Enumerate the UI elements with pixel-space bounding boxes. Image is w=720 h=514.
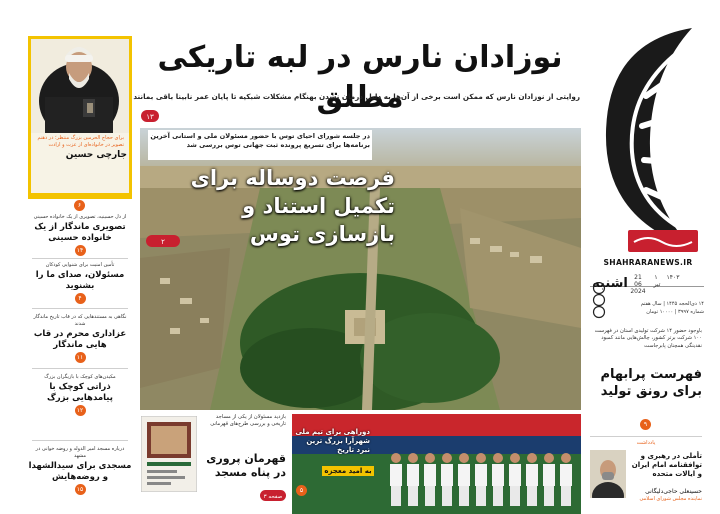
left-item-title: عزاداری محرم در قاب هایی ماندگار [33, 329, 127, 350]
photo-caption: در جلسه شورای احیای توس با حضور مسئولان ملی و استانی آخرین برنامه‌ها برای تسریع پرونده ثبت جهانی توس بررسی شد [150, 132, 370, 149]
left-item[interactable] [28, 262, 132, 304]
photo-page-badge[interactable] [146, 232, 180, 244]
player-figure [509, 464, 521, 486]
yellow-rule [28, 196, 132, 199]
player-head [561, 453, 571, 463]
left-photo-caption [33, 135, 127, 161]
issue-number-badges [592, 282, 606, 322]
website-url[interactable]: SHAHRARANEWS.IR [603, 258, 693, 267]
left-item[interactable] [28, 446, 132, 495]
logo-art [588, 22, 704, 254]
right-kicker: یادداشت [636, 440, 656, 446]
sh-month: تیر [653, 281, 661, 288]
player-figure [492, 464, 504, 486]
main-headline[interactable]: نوزادان نارس در لبه تاریکی مطلق [157, 40, 563, 115]
right-top-desc: باوجود حضور ۱۴ شرکت تولیدی استان در فهرست ۱۰۰ شرکت برتر کشور، چالش‌هایی مانند کمبود نقدینگی همچنان پابرجاست [594, 328, 702, 349]
player-head [408, 453, 418, 463]
soccer-tag[interactable]: به امید معجزه [322, 466, 374, 476]
player-figure [441, 464, 453, 486]
right-author: حسینعلی حاجی‌دلیگانی [645, 488, 702, 495]
player-legs [493, 486, 503, 506]
soccer-page-badge[interactable]: ۵ [296, 485, 307, 496]
player-head [493, 453, 503, 463]
issue-info: ۱۴ ذی‌الحجه ۱۴۴۵ | سال هفتم [640, 301, 704, 307]
player-legs [391, 486, 401, 506]
player-head [442, 453, 452, 463]
day-name: اشنبه [592, 276, 628, 291]
right-bottom-title[interactable]: تأملی در رهبری و توافقنامه امام ایران و ایالات متحده [631, 452, 702, 478]
player-figure [543, 464, 555, 486]
sh-day: ۱ [654, 274, 658, 281]
player-figure [407, 464, 419, 486]
player-figure [424, 464, 436, 486]
player-legs [527, 486, 537, 506]
player-head [527, 453, 537, 463]
main-subhead: روایتی از نوزادان نارس که ممکن است برخی از آن‌ها به دلیل درمان نشدن بهنگام مشکلات شبکیه تا پایان عمر نابینا باقی بمانند [133, 92, 580, 101]
player-head [544, 453, 554, 463]
sh-year: ۱۴۰۳ [666, 274, 680, 281]
left-top-page-badge[interactable]: ۶ [74, 200, 85, 211]
player-legs [561, 486, 571, 506]
left-photo-desc: برای حجاج الحرمین بزرگ منتظر؛ در ذهنم تصویر در خانواده‌ای از عزت و ارادت [37, 135, 124, 148]
left-column [28, 36, 132, 514]
player-figure [390, 464, 402, 486]
greg-month: 06 [634, 281, 642, 288]
left-item[interactable] [28, 214, 132, 256]
author-photo [590, 450, 626, 498]
player-head [391, 453, 401, 463]
left-item-page: ۱۴ [75, 245, 86, 256]
player-legs [425, 486, 435, 506]
left-item-title: مسجدی برای سیدالشهدا و روضه‌هایش [28, 461, 132, 482]
left-item-title: تصویری ماندگار از یک خانواده حسینی [34, 222, 126, 243]
left-item-desc: مکیدن‌های کوچک با بازیگران بزرگ [44, 374, 116, 380]
bottom-thumb[interactable] [141, 416, 197, 492]
player-head [459, 453, 469, 463]
right-author-role: نماینده مجلس شورای اسلامی [639, 496, 702, 502]
photo-headline[interactable]: فرصت دوساله برای تکمیل استناد و بازسازی توس [190, 166, 395, 246]
left-item-title: ذراتی کوچک با پیامدهایی بزرگ [47, 382, 113, 403]
player-legs [408, 486, 418, 506]
photo-page-num: ۲ [161, 238, 165, 246]
left-item-desc: از دل حسینیه، تصویری از یک خانواده حسینی [33, 214, 127, 220]
left-item-page: ۱۱ [75, 352, 86, 363]
right-top-title[interactable]: فهرست پرابهام برای رونق تولید [600, 367, 702, 399]
divider [32, 258, 128, 259]
divider [590, 436, 702, 437]
left-item-page: ۱۲ [75, 405, 86, 416]
bottom-mid-desc: بازدید مسئولان از یکی از مساجد تاریخی و بررسی طرح‌های قهرمانی [210, 414, 286, 428]
cleric-photo [31, 39, 129, 133]
price-info: شماره ۳۹۹۷ | ۱۰۰۰۰ تومان [646, 309, 704, 315]
left-item-desc: نگاهی به مستندهایی که در قاب تاریخ ماندگار شدند [33, 314, 127, 327]
bottom-mid-page: صفحه ۳ [263, 494, 283, 500]
left-item-desc: درباره مسجد امیر الدوله و روضه خوانی در مشهد [35, 446, 125, 459]
left-item-page: ۴ [75, 293, 86, 304]
headline-page-num: ۱۳ [146, 113, 154, 121]
left-item-desc: تأمین امنیت برای شنوایی کودکان [45, 262, 115, 268]
right-column [588, 328, 704, 514]
divider [32, 440, 128, 441]
divider [32, 308, 128, 309]
player-head [476, 453, 486, 463]
left-photo[interactable] [28, 36, 132, 196]
player-legs [476, 486, 486, 506]
headline-page-badge[interactable] [141, 107, 159, 119]
player-figure [560, 464, 572, 486]
bottom-mid-page-badge[interactable] [260, 486, 286, 500]
left-item-page: ۱۵ [75, 484, 86, 495]
left-item-title: مسئولان، صدای ما را بشنوید [35, 270, 125, 291]
player-figure [526, 464, 538, 486]
left-item[interactable] [28, 374, 132, 416]
player-legs [510, 486, 520, 506]
player-figure [475, 464, 487, 486]
player-head [425, 453, 435, 463]
left-item[interactable] [28, 314, 132, 363]
soccer-caption: دوراهی برای تیم ملی شهرآرا بزرگ ترین نبرد تاریخ [295, 428, 370, 454]
player-legs [442, 486, 452, 506]
player-legs [459, 486, 469, 506]
right-top-page-badge[interactable]: ۹ [640, 419, 651, 430]
player-head [510, 453, 520, 463]
divider [32, 368, 128, 369]
left-top-title: جارچی حسین [65, 150, 127, 160]
greg-day: 21 [634, 274, 642, 281]
player-legs [544, 486, 554, 506]
greg-year: 2024 [630, 288, 646, 295]
player-figure [458, 464, 470, 486]
masthead-logo[interactable] [588, 22, 704, 254]
bottom-mid-title[interactable]: قهرمان پروری در پناه مسجد [206, 452, 286, 479]
